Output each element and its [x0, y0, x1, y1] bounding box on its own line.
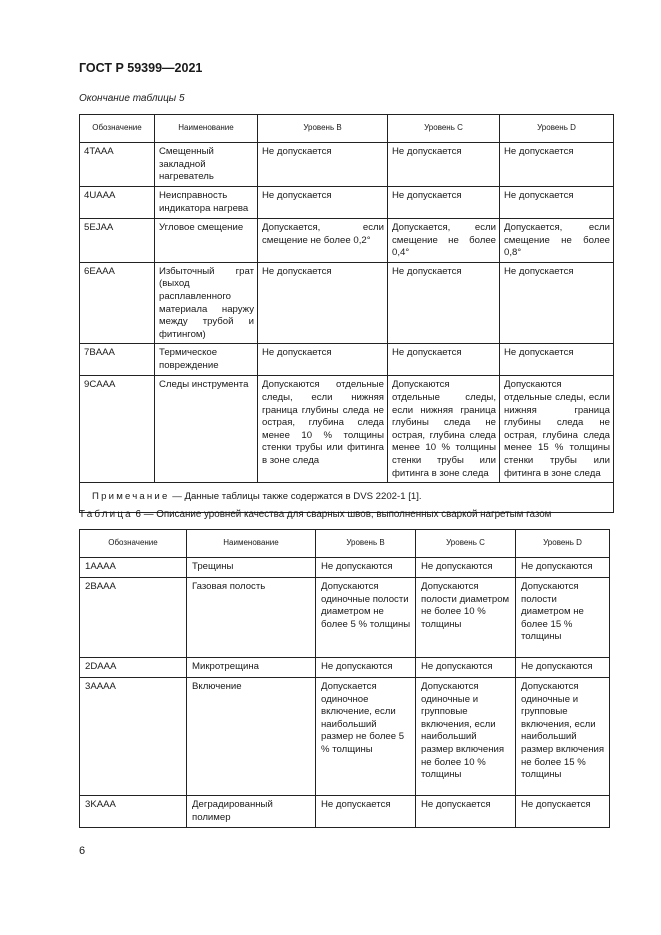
table-cell: Не допускается [258, 344, 388, 376]
table-row [80, 262, 614, 344]
table-cell: Не допускается [500, 187, 614, 219]
table-row [80, 796, 610, 828]
table5-header-cell: Уровень D [500, 115, 614, 143]
table-row [80, 558, 610, 578]
table-cell: Газовая полость [187, 578, 316, 658]
table-cell: Не допускается [500, 143, 614, 187]
table-cell: 4TAAA [80, 143, 155, 187]
table-cell: Не допускается [388, 344, 500, 376]
table-cell: Допускаются одиночные полости диаметром не более 5 % толщины [316, 578, 416, 658]
table-row [80, 578, 610, 658]
table-cell: Не допускается [500, 344, 614, 376]
table-cell: Допускается, если смещение не более 0,4° [388, 219, 500, 263]
table-cell: Трещины [187, 558, 316, 578]
table-cell: 3KAAA [80, 796, 187, 828]
table-cell: 9CAAA [80, 376, 155, 483]
table-cell: Не допускается [316, 796, 416, 828]
table6-header-cell: Уровень C [416, 530, 516, 558]
table-cell: Допускаются полости диаметром не более 15 % толщины [516, 578, 610, 658]
table6-caption [79, 509, 551, 520]
table-row [80, 219, 614, 263]
table-cell: Допускается одиночное включение, если наибольший размер не более 5 % толщины [316, 678, 416, 796]
table-cell: Деградированный полимер [187, 796, 316, 828]
table-row [80, 143, 614, 187]
table-cell: Не допускается [388, 187, 500, 219]
table-row [80, 658, 610, 678]
table-cell: Не допускается [388, 262, 500, 344]
table-cell: Не допускается [258, 187, 388, 219]
table-cell: 1AAAA [80, 558, 187, 578]
table-cell: Угловое смещение [155, 219, 258, 263]
table6-header-cell: Наименование [187, 530, 316, 558]
table-cell: Не допускаются [416, 558, 516, 578]
page-number: 6 [79, 845, 86, 857]
table5-header-row [80, 115, 614, 143]
table-cell: Допускаются полости диаметром не более 10 % толщины [416, 578, 516, 658]
table-cell: Не допускаются [416, 658, 516, 678]
table-row [80, 344, 614, 376]
table-cell: 5EJAA [80, 219, 155, 263]
table-cell: 6EAAA [80, 262, 155, 344]
table-cell: Микротрещина [187, 658, 316, 678]
table-cell: 2DAAA [80, 658, 187, 678]
table-cell: 7BAAA [80, 344, 155, 376]
table-cell: Допускается, если смещение не более 0,8° [500, 219, 614, 263]
table6-header-cell: Уровень B [316, 530, 416, 558]
table-row [80, 187, 614, 219]
table-cell: Термическое повреждение [155, 344, 258, 376]
table-row [80, 678, 610, 796]
table-cell: Допускаются отдельные следы, если нижняя граница глубины следа не острая, глубина следа менее 15 % толщины стенки трубы или фитинга в зоне следа [500, 376, 614, 483]
note-text: — Данные таблицы также содержатся в DVS 2202-1 [1]. [169, 491, 422, 503]
table6-header-cell: Уровень D [516, 530, 610, 558]
table-cell: Не допускаются [516, 658, 610, 678]
table5-header-cell: Обозначение [80, 115, 155, 143]
table6 [79, 529, 610, 828]
table-cell: 2BAAA [80, 578, 187, 658]
table-cell: 4UAAA [80, 187, 155, 219]
table-cell: Допускаются отдельные следы, если нижняя граница глубины следа не острая, глубина следа менее 10 % толщины стенки трубы или фитинга в зоне следа [258, 376, 388, 483]
document-title: ГОСТ Р 59399—2021 [79, 61, 203, 75]
table5-continuation-caption: Окончание таблицы 5 [79, 93, 185, 104]
table6-header-row [80, 530, 610, 558]
table-cell: Допускаются одиночные и групповые включения, если наибольший размер включения не более 15 % толщины [516, 678, 610, 796]
table-cell: Не допускается [516, 796, 610, 828]
table-cell: Не допускается [388, 143, 500, 187]
table-cell: Допускается, если смещение не более 0,2° [258, 219, 388, 263]
table-cell: Не допускается [500, 262, 614, 344]
table-cell: Не допускается [258, 143, 388, 187]
table-cell: Допускаются отдельные следы, если нижняя граница глубины следа не острая, глубина следа менее 10 % толщины стенки трубы или фитинга в зоне следа [388, 376, 500, 483]
table-cell: Смещенный закладной нагреватель [155, 143, 258, 187]
table6-header-cell: Обозначение [80, 530, 187, 558]
table-cell: Не допускается [258, 262, 388, 344]
table-cell: 3AAAA [80, 678, 187, 796]
table5-header-cell: Уровень B [258, 115, 388, 143]
table-cell: Допускаются одиночные и групповые включения, если наибольший размер включения не более 10 % толщины [416, 678, 516, 796]
table5 [79, 114, 614, 513]
note-label: Примечание [92, 491, 170, 503]
table-cell: Не допускаются [316, 658, 416, 678]
table-cell: Избыточный грат (выход расплавленного материала наружу между трубой и фитингом) [155, 262, 258, 344]
table-cell: Следы инструмента [155, 376, 258, 483]
table-cell: Не допускается [416, 796, 516, 828]
table-cell: Включение [187, 678, 316, 796]
table-cell: Не допускаются [516, 558, 610, 578]
table-row [80, 376, 614, 483]
table6-caption-label: Таблица [79, 509, 133, 520]
table-cell: Неисправность индикатора нагрева [155, 187, 258, 219]
table6-caption-text: 6 — Описание уровней качества для сварных швов, выполненных сваркой нагретым газом [132, 509, 552, 520]
table5-header-cell: Наименование [155, 115, 258, 143]
table-cell: Не допускаются [316, 558, 416, 578]
table5-header-cell: Уровень C [388, 115, 500, 143]
